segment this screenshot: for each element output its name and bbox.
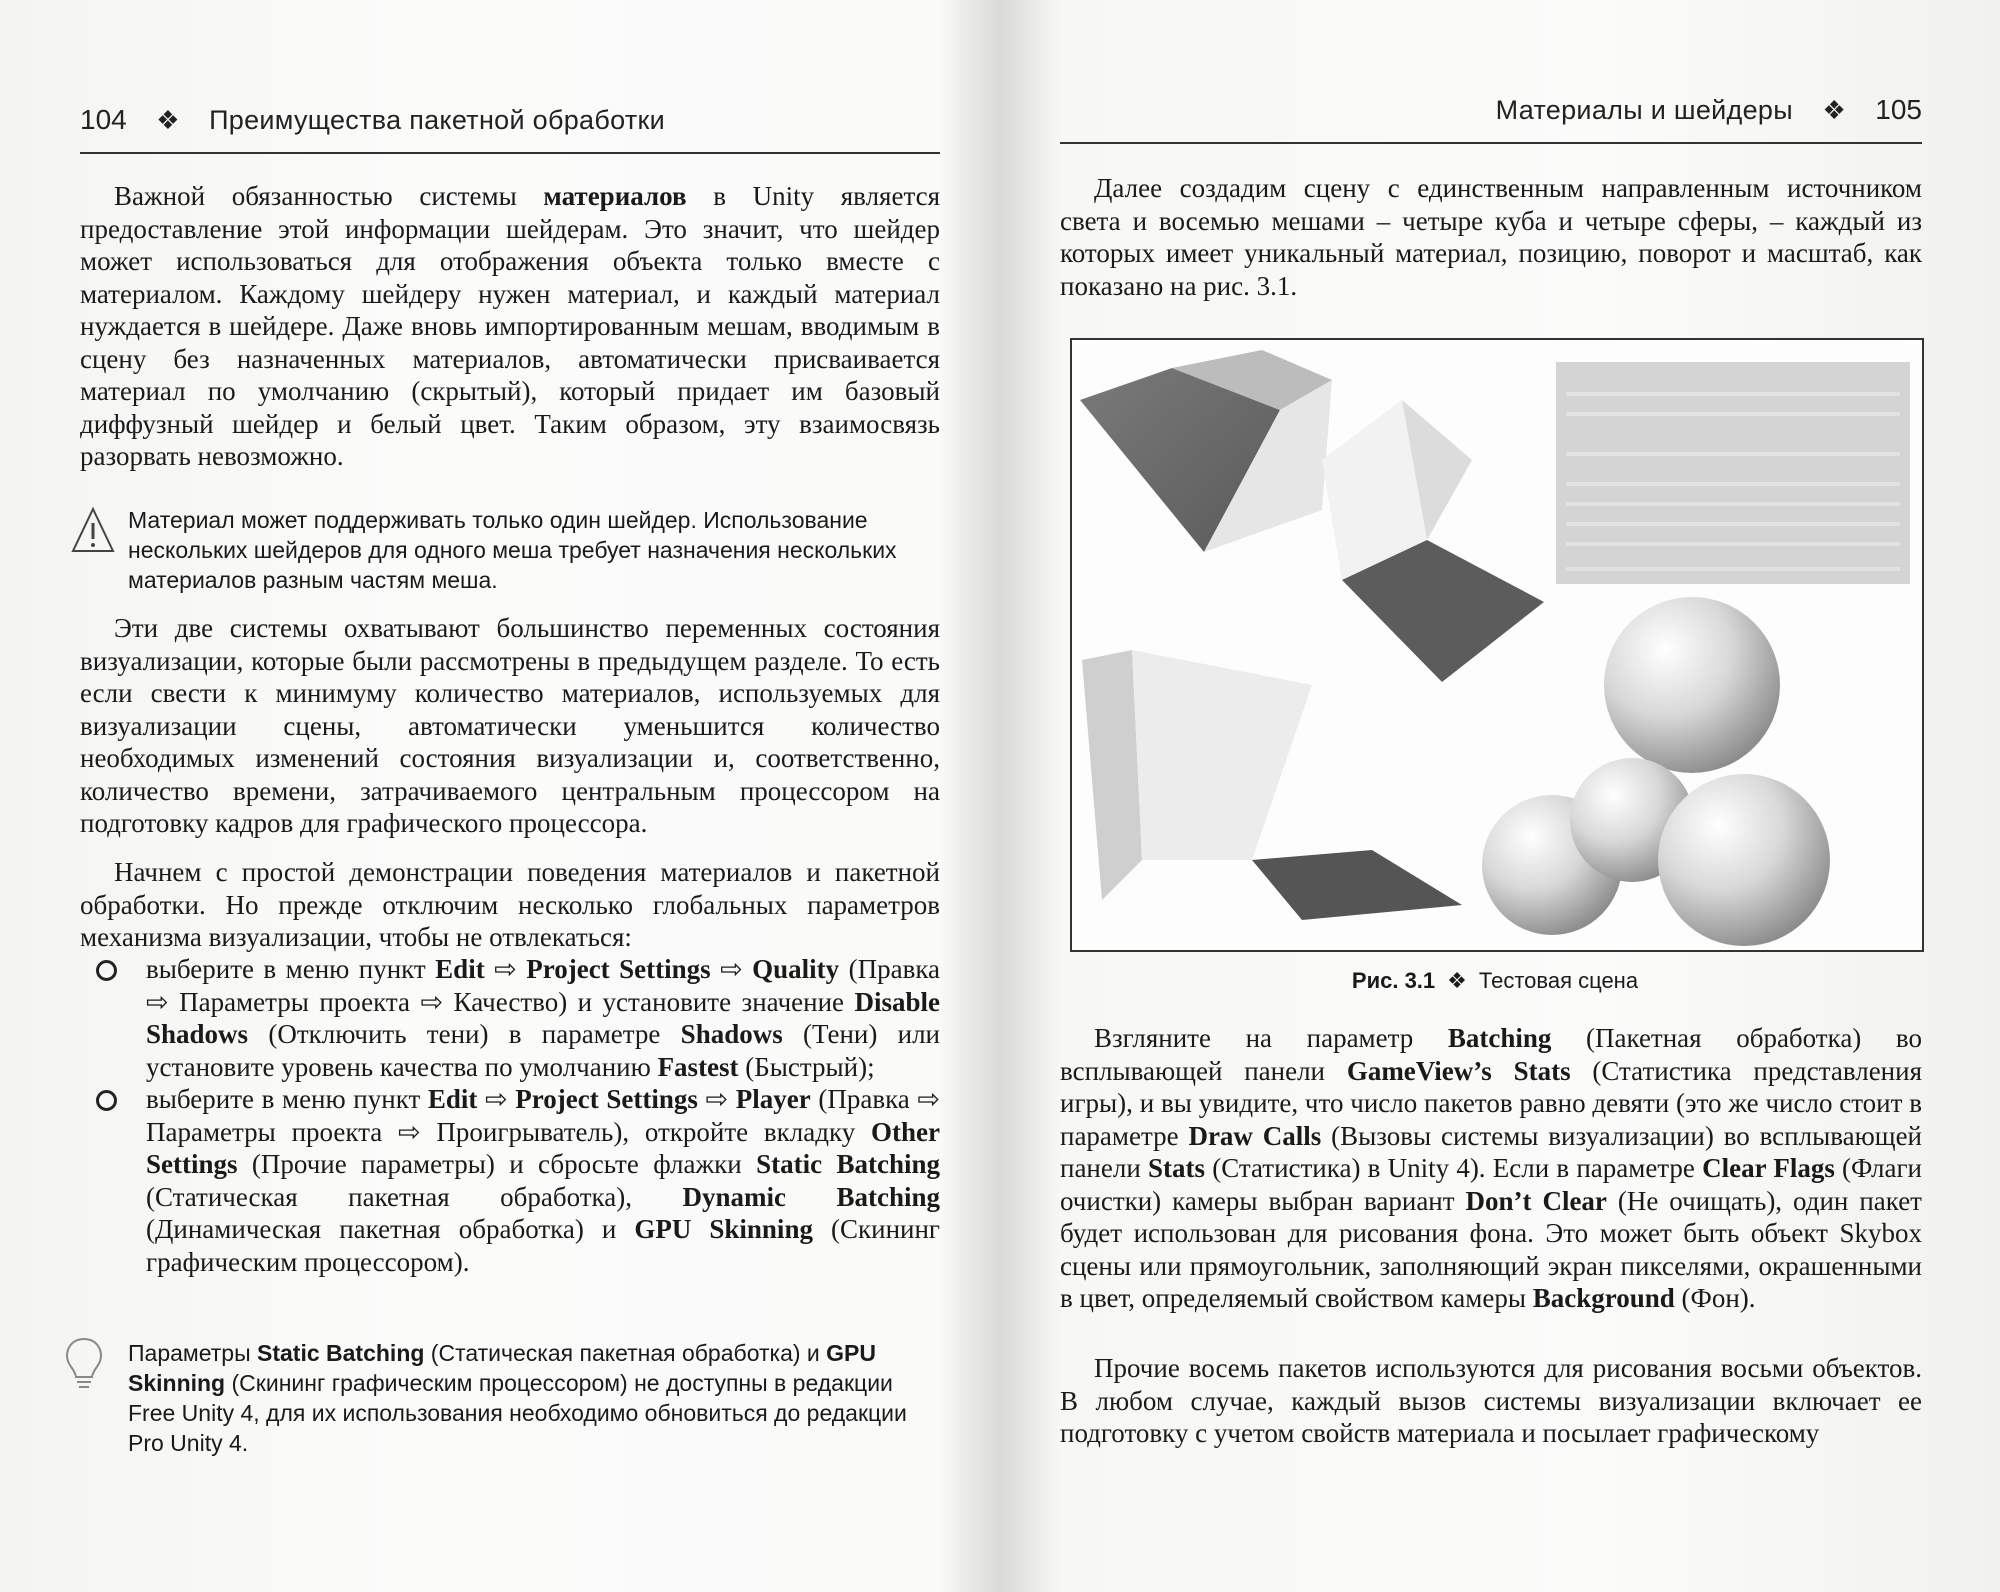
left-para-1 — [80, 180, 940, 473]
figure-label: Рис. 3.1 — [1351, 968, 1436, 993]
para-text: Начнем с простой демонстрации поведения материалов и пакетной обработки. Но прежде отключим несколько глобальных параметров механизма визуализации, чтобы не отвлекаться: — [80, 857, 940, 952]
menu-quality: Quality — [752, 954, 840, 984]
lightbulb-icon — [64, 1335, 104, 1400]
stats-row — [1566, 542, 1900, 546]
term-stats: Stats — [1148, 1153, 1206, 1183]
term-materials: материалов — [543, 181, 687, 211]
right-head-separator: ❖ — [1822, 95, 1846, 125]
option-gpu-skinning: GPU Skinning — [128, 1340, 877, 1396]
right-para-3 — [1060, 1352, 1922, 1450]
text-run: (Флаги очистки) камеры выбран вариант — [1060, 1153, 1922, 1216]
term-draw-calls: Draw Calls — [1188, 1120, 1322, 1151]
stats-overlay-panel — [1556, 362, 1910, 584]
text-run: (Правка — [839, 954, 941, 984]
left-head-separator: ❖ — [156, 105, 180, 135]
term-background: Background — [1532, 1283, 1675, 1313]
text-run: Важной обязанностью системы — [114, 181, 544, 211]
bullet-circle-icon — [96, 960, 117, 981]
text-run: (Прочие параметры) и сбросьте флажки — [237, 1149, 757, 1179]
text-run: (Не очищать), один пакет будет использован для рисования фона. Это может быть объект Skybox сцены или прямоугольник, заполняющий экран пикселями, окрашенными в цвет, определяемый свойством камеры — [1060, 1185, 1922, 1313]
text-run: (Фон). — [1674, 1283, 1756, 1313]
sphere-4 — [1658, 774, 1830, 946]
text-run: Параметры — [128, 1340, 257, 1366]
list-item — [80, 953, 940, 1083]
option-shadows: Shadows — [680, 1019, 783, 1049]
stats-row — [1566, 502, 1900, 506]
text-run: (Вызовы системы визуализации) во всплывающей панели — [1060, 1120, 1923, 1183]
warning-icon — [70, 505, 116, 562]
option-gpu-skinning: GPU Skinning — [634, 1214, 813, 1244]
text-run: Параметры проекта — [168, 986, 421, 1017]
text-run: (Правка — [810, 1084, 918, 1114]
arrow-icon: ⇨ — [398, 1116, 421, 1147]
tab-other-settings: Other Settings — [146, 1116, 940, 1179]
menu-player: Player — [735, 1084, 811, 1114]
right-running-title: Материалы и шейдеры — [1495, 95, 1793, 125]
text-run: (Пакетная обработка) во всплывающей панели — [1060, 1023, 1922, 1086]
text-run: в Unity является предоставление этой информации шейдерам. Это значит, что шейдер может использоваться для отображения объекта только вместе с материалом. Каждому шейдеру нужен материал, и каждый материал нуждается в шейдере. Даже вновь импортированным мешам, вводимым в сцену без назначенных материалов, автоматически присваивается материал по умолчанию (скрытый), который придает им базовый диффузный шейдер и белый цвет. Таким образом, эту взаимосвязь разорвать невозможно. — [80, 181, 940, 471]
arrow-icon: ⇨ — [485, 1084, 508, 1114]
text-run: Взгляните на параметр — [1094, 1023, 1448, 1053]
text-run: (Отключить тени) в параметре — [248, 1019, 681, 1049]
stats-row — [1566, 522, 1900, 526]
cube-3 — [1082, 650, 1142, 900]
arrow-icon: ⇨ — [917, 1084, 941, 1114]
menu-edit: Edit — [427, 1084, 478, 1114]
text-run: (Тени) или установите уровень качества по умолчанию — [146, 1019, 941, 1082]
text-run: (Статистика представления игры), и вы увидите, что число пакетов равно девяти (это же число стоит в параметре — [1060, 1055, 1922, 1151]
arrow-icon: ⇨ — [494, 954, 517, 984]
left-running-title: Преимущества пакетной обработки — [209, 105, 666, 135]
left-para-3 — [80, 856, 940, 954]
right-para-1 — [1060, 172, 1922, 302]
menu-project-settings: Project Settings — [515, 1084, 698, 1114]
option-static-batching: Static Batching — [257, 1340, 425, 1366]
caption-separator: ❖ — [1447, 968, 1467, 993]
text-run: Проигрыватель), откройте вкладку — [420, 1116, 872, 1147]
para-text: Далее создадим сцену с единственным направленным источником света и восемью мешами – четыре куба и четыре сферы, – каждый из которых имеет уникальный материал, позицию, поворот и масштаб, как показано на рис. 3.1. — [1060, 173, 1922, 301]
option-fastest: Fastest — [657, 1051, 739, 1082]
arrow-icon: ⇨ — [146, 986, 169, 1017]
text-run: (Скининг графическим процессором). — [146, 1214, 940, 1277]
term-dont-clear: Don’t Clear — [1465, 1185, 1607, 1216]
text-run: (Динамическая пакетная обработка) и — [146, 1214, 635, 1244]
figure-caption — [1070, 968, 1920, 994]
sphere-1 — [1604, 597, 1780, 773]
text-run: (Статическая пакетная обработка) и — [424, 1340, 827, 1366]
option-dynamic-batching: Dynamic Batching — [682, 1181, 940, 1212]
figure-title: Тестовая сцена — [1478, 968, 1639, 993]
stats-row — [1566, 452, 1900, 456]
option-static-batching: Static Batching — [756, 1149, 940, 1179]
term-clear-flags: Clear Flags — [1702, 1153, 1835, 1183]
warning-note: Материал может поддерживать только один шейдер. Использование нескольких шейдеров для одного меша требует назначения нескольких материалов разным частям меша. — [128, 507, 897, 593]
stats-row — [1566, 567, 1900, 571]
menu-edit: Edit — [435, 954, 485, 984]
text-run: (Скининг графическим процессором) не доступны в редакции Free Unity 4, для их использования необходимо обновиться до редакции Pro Unity 4. — [128, 1370, 907, 1456]
settings-list — [80, 953, 940, 1278]
option-disable-shadows: Disable Shadows — [146, 986, 940, 1049]
tip-note — [128, 1338, 938, 1458]
term-gameview-stats: GameView’s Stats — [1346, 1055, 1571, 1086]
left-running-head — [80, 104, 940, 154]
stats-row — [1566, 482, 1900, 486]
right-para-2 — [1060, 1022, 1922, 1315]
arrow-icon: ⇨ — [705, 1084, 729, 1114]
left-page-number: 104 — [80, 104, 127, 135]
right-running-head — [1060, 94, 1922, 144]
text-run: (Статическая пакетная обработка), — [146, 1181, 683, 1212]
text-run: Качество) и установите значение — [443, 986, 855, 1017]
text-run: выберите в меню пункт — [146, 1084, 428, 1114]
right-page-number: 105 — [1875, 94, 1922, 125]
para-text: Прочие восемь пакетов используются для рисования восьми объектов. В любом случае, каждый вызов системы визуализации включает ее подготовку с учетом свойств материала и посылает графическому — [1060, 1353, 1922, 1448]
term-batching: Batching — [1447, 1023, 1552, 1053]
arrow-icon: ⇨ — [420, 986, 444, 1017]
para-text: Эти две системы охватывают большинство переменных состояния визуализации, которые были рассмотрены в предыдущем разделе. То есть если свести к минимуму количество материалов, используемых для визуализации сцены, автоматически уменьшится количество необходимых изменений состояния визуализации и, соответственно, количество времени, затрачиваемого центральным процессором на подготовку кадров для графического процессора. — [80, 613, 940, 838]
stats-row — [1566, 412, 1900, 416]
bullet-circle-icon — [96, 1090, 117, 1111]
menu-project-settings: Project Settings — [526, 954, 711, 984]
text-run: Параметры проекта — [146, 1116, 399, 1147]
text-run: (Статистика) в Unity 4). Если в параметре — [1205, 1153, 1703, 1183]
figure-test-scene — [1070, 338, 1924, 952]
list-item — [80, 1083, 940, 1278]
text-run: (Быстрый); — [738, 1051, 875, 1082]
stats-row — [1566, 392, 1900, 396]
arrow-icon: ⇨ — [720, 954, 743, 984]
left-page — [70, 0, 941, 1592]
left-para-2 — [80, 612, 940, 840]
text-run: выберите в меню пункт — [146, 954, 436, 984]
